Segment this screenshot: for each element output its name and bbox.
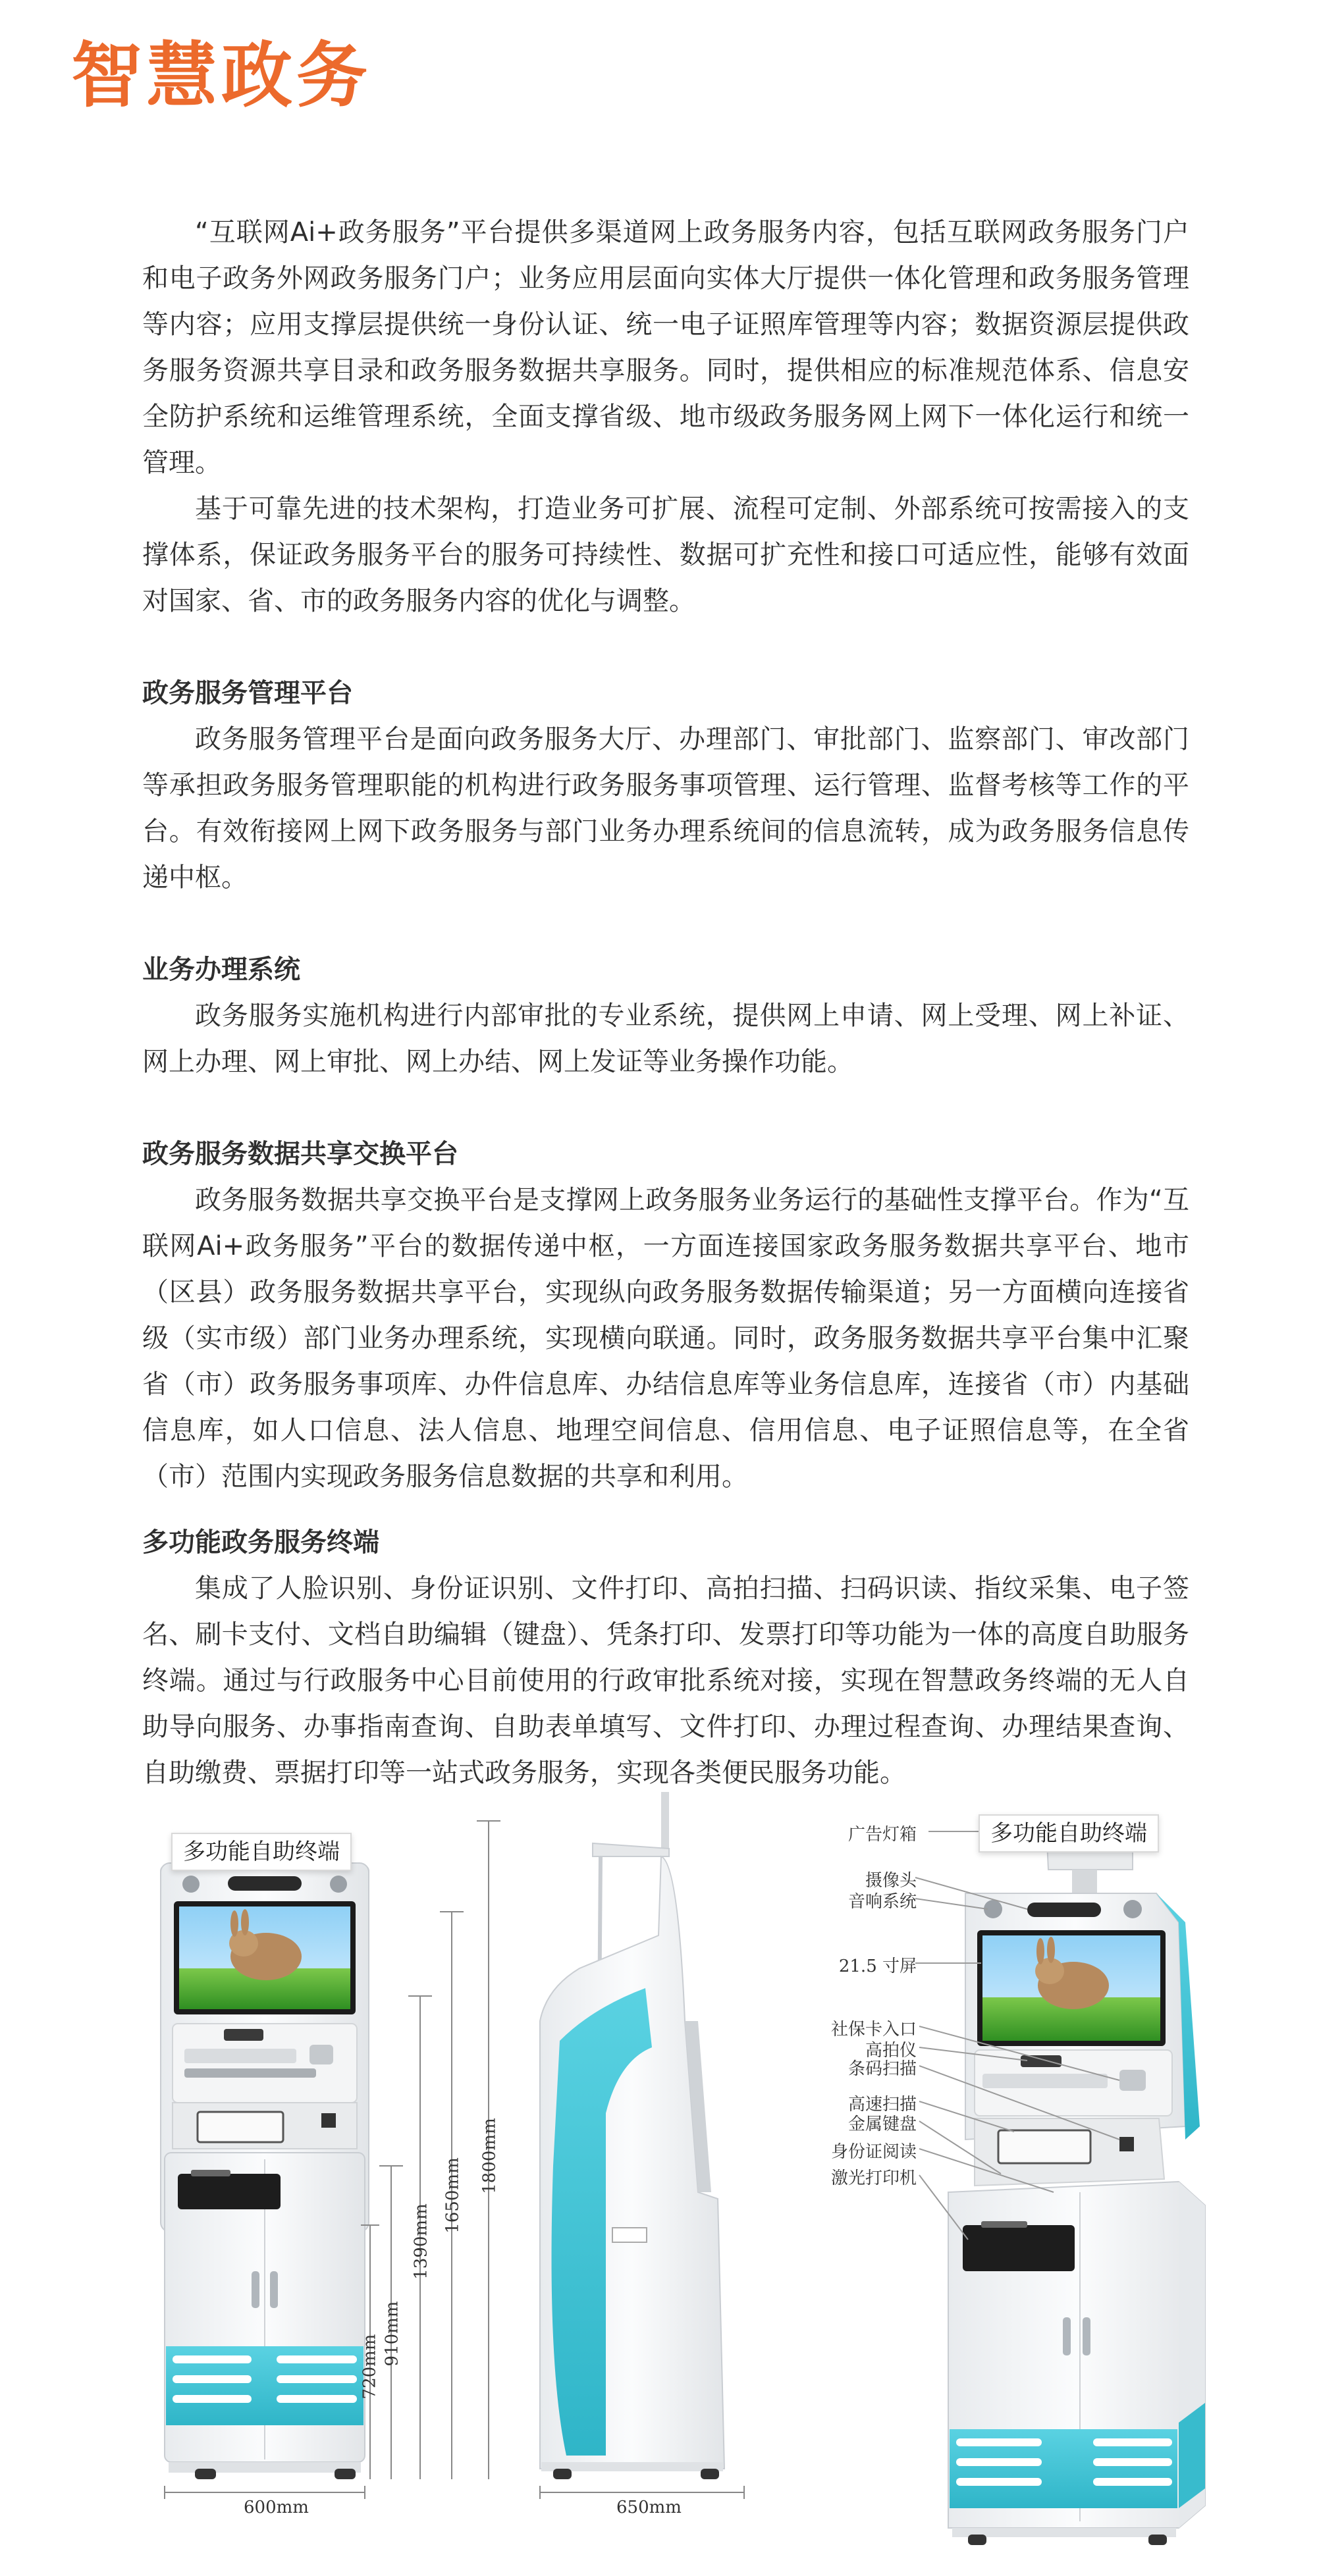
section-heading-data-exchange: 政务服务数据共享交换平台 xyxy=(142,1139,458,1169)
intro-paragraph-2: 基于可靠先进的技术架构，打造业务可扩展、流程可定制、外部系统可按需接入的支撑体系，保证政务服务平台的服务可持续性、数据可扩充性和接口可适应性，能够有效面对国家、省、市的政务服务内容的优化与调整。 xyxy=(142,494,1189,616)
callout-audio-system: 音响系统 xyxy=(847,1892,917,1912)
callout-metal-keyboard: 金属键盘 xyxy=(847,2115,917,2134)
dimension-height-1390: 1390mm xyxy=(411,2203,431,2280)
section-body-terminal: 集成了人脸识别、身份证识别、文件打印、高拍扫描、扫码识读、指纹采集、电子签名、刷卡支付、文档自助编辑（键盘）、凭条打印、发票打印等功能为一体的高度自助服务终端。通过与行政服务中心目前使用的行政审批系统对接，实现在智慧政务终端的无人自助导向服务、办事指南查询、自助表单填写、文件打印、办理过程查询、办理结果查询、自助缴费、票据打印等一站式政务服务，实现各类便民服务功能。 xyxy=(142,1573,1189,1788)
kiosk-sign-front: 多功能自助终端 xyxy=(171,1833,352,1871)
callout-camera: 摄像头 xyxy=(865,1871,917,1891)
kiosk-perspective-view xyxy=(915,1831,1205,2545)
intro-paragraph-1: “互联网Ai+政务服务”平台提供多渠道网上政务服务内容，包括互联网政务服务门户和电子政务外网政务服务门户；业务应用层面向实体大厅提供一体化管理和政务服务管理等内容；应用支撑层提供统一身份认证、统一电子证照库管理等内容；数据资源层提供政务服务资源共享目录和政务服务数据共享服务。同时，提供相应的标准规范体系、信息安全防护系统和运维管理系统，全面支撑省级、地市级政务服务网上网下一体化运行和统一管理。 xyxy=(142,217,1189,478)
dimension-height-910: 910mm xyxy=(382,2301,402,2367)
article-body xyxy=(142,209,1189,1796)
kiosk-side-view xyxy=(540,1792,724,2479)
callout-ad-lightbox: 广告灯箱 xyxy=(847,1825,917,1845)
callout-screen-size: 21.5 寸屏 xyxy=(838,1957,917,1976)
section-body-management-platform: 政务服务管理平台是面向政务服务大厅、办理部门、审批部门、监察部门、审改部门等承担政务服务管理职能的机构进行政务服务事项管理、运行管理、监督考核等工作的平台。有效衔接网上网下政务服务与部门业务办理系统间的信息流转，成为政务服务信息传递中枢。 xyxy=(142,724,1189,893)
dimension-height-1650: 1650mm xyxy=(443,2157,463,2234)
section-body-business-system: 政务服务实施机构进行内部审批的专业系统，提供网上申请、网上受理、网上补证、网上办理、网上审批、网上办结、网上发证等业务操作功能。 xyxy=(142,1001,1189,1077)
kiosk-illustration xyxy=(0,1771,1317,2573)
callout-document-camera: 高拍仪 xyxy=(865,2041,917,2061)
callout-laser-printer: 激光打印机 xyxy=(830,2169,917,2188)
kiosk-figure xyxy=(0,1771,1317,2573)
dimension-width-front: 600mm xyxy=(244,2498,309,2517)
dimension-height-total: 1800mm xyxy=(479,2118,500,2194)
page-title: 智慧政务 xyxy=(71,35,372,117)
section-heading-management-platform: 政务服务管理平台 xyxy=(142,678,353,708)
section-heading-business-system: 业务办理系统 xyxy=(142,955,300,985)
callout-high-speed-scanner: 高速扫描 xyxy=(847,2095,917,2115)
callout-barcode-scanner: 条码扫描 xyxy=(847,2059,917,2079)
kiosk-sign-perspective: 多功能自助终端 xyxy=(979,1814,1159,1853)
dimension-height-720: 720mm xyxy=(360,2334,380,2400)
callout-id-reader: 身份证阅读 xyxy=(830,2142,917,2162)
section-heading-terminal: 多功能政务服务终端 xyxy=(142,1527,379,1558)
callout-social-card: 社保卡入口 xyxy=(830,2020,917,2039)
section-body-data-exchange: 政务服务数据共享交换平台是支撑网上政务服务业务运行的基础性支撑平台。作为“互联网Ai+政务服务”平台的数据传递中枢，一方面连接国家政务服务数据共享平台、地市（区县）政务服务数据共享平台，实现纵向政务服务数据传输渠道；另一方面横向连接省级（实市级）部门业务办理系统，实现横向联通。同时，政务服务数据共享平台集中汇聚省（市）政务服务事项库、办件信息库、办结信息库等业务信息库，连接省（市）内基础信息库，如人口信息、法人信息、地理空间信息、信用信息、电子证照信息等，在全省（市）范围内实现政务服务信息数据的共享和利用。 xyxy=(142,1185,1189,1492)
dimension-width-side: 650mm xyxy=(616,2498,682,2517)
kiosk-front-view xyxy=(161,1863,369,2479)
